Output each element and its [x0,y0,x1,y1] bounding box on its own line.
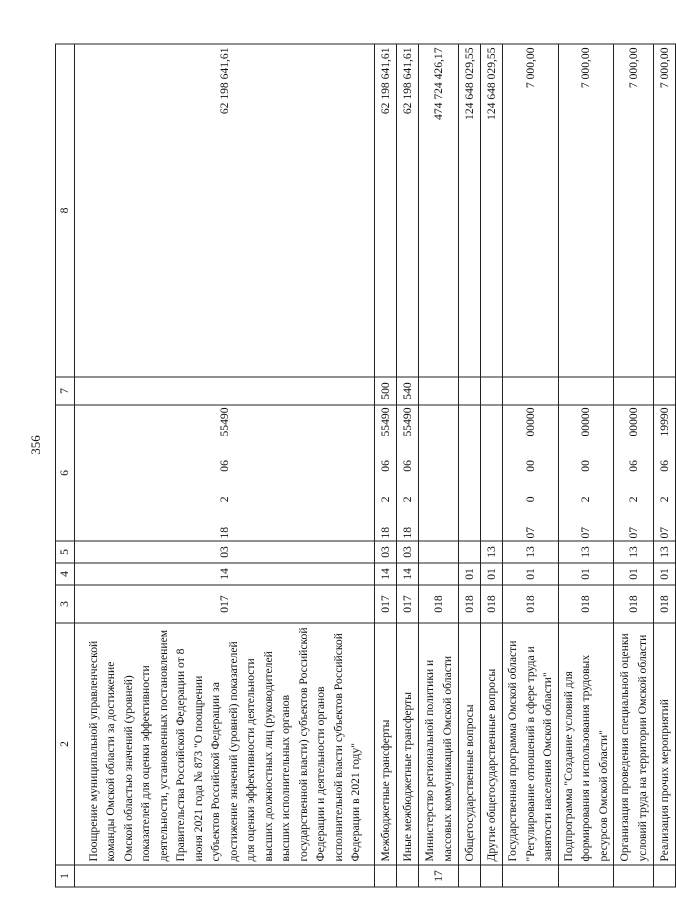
item-name-cell: Поощрение муниципальной управленческой команды Омской области за достижение Омской областью значений (уровней) показателей для оценки эффективности деятельности, установленных постановлением Правительства Российской Федерации от 8 июня 2021 года № 873 "О поощрении субъектов Российской Федерации за достижение значений (уровней) показателей для оценки эффективности деятельности высших должностных лиц (руководителей высших исполнительных органов государственной власти) субъектов Российской Федерации и деятельности органов исполнительной власти субъектов Российской Федерации в 2021 году" [75,623,375,865]
amount-cell: 62 198 641,61 [397,44,419,377]
subsection-cell: 13 [503,541,559,563]
target-article-parts [399,408,417,539]
header-cell: 7 [56,377,75,405]
table-row [75,44,375,887]
expense-type-cell [459,377,481,405]
subsection-cell: 13 [558,541,614,563]
target-article-cell [614,405,654,541]
section-cell: 14 [375,563,397,585]
subsection-cell [459,541,481,563]
expense-type-cell [558,377,614,405]
item-name-cell: Общегосударственные вопросы [459,623,481,865]
header-cell: 8 [56,44,75,377]
section-cell [419,563,459,585]
row-number-cell [503,865,559,887]
expense-type-cell [503,377,559,405]
target-article-parts [577,408,595,539]
admin-code-cell: 018 [614,585,654,623]
table-row [459,44,481,887]
target-article-parts [216,408,234,539]
table-row [654,44,676,887]
subsection-cell [419,541,459,563]
amount-cell: 124 648 029,55 [459,44,481,377]
target-article-part: 00000 [626,407,640,437]
target-article-parts [625,408,643,539]
target-article-part: 06 [657,460,671,472]
section-cell: 01 [614,563,654,585]
row-number-cell [459,865,481,887]
expense-type-cell: 540 [397,377,419,405]
section-cell: 01 [481,563,503,585]
section-cell: 01 [558,563,614,585]
page-number: 356 [28,435,43,455]
target-article-cell [558,405,614,541]
item-name-cell: Другие общегосударственные вопросы [481,623,503,865]
admin-code-cell: 017 [397,585,419,623]
target-article-part: 00 [579,460,592,472]
table-row [558,44,614,887]
admin-code-cell: 018 [459,585,481,623]
target-article-parts [656,408,674,539]
admin-code-cell: 018 [654,585,676,623]
header-row [56,44,75,887]
target-article-cell [75,405,375,541]
target-article-cell [375,405,397,541]
target-article-part: 0 [523,496,537,503]
subsection-cell: 03 [397,541,419,563]
subsection-cell: 03 [75,541,375,563]
subsection-cell: 13 [481,541,503,563]
target-article-part: 06 [400,460,414,472]
target-article-cell [503,405,559,541]
table-row [503,44,559,887]
target-article-part: 07 [626,526,640,539]
section-cell: 01 [503,563,559,585]
table-row [419,44,459,887]
expense-type-cell [614,377,654,405]
row-number-cell [375,865,397,887]
item-name-cell: Реализация прочих мероприятий [654,623,676,865]
target-article-part: 2 [378,496,392,503]
target-article-part: 07 [579,526,592,539]
subsection-cell: 13 [614,541,654,563]
target-article-cell [419,405,459,541]
row-number-cell [614,865,654,887]
target-article-cell [397,405,419,541]
budget-table [55,44,676,888]
header-cell: 5 [56,541,75,563]
amount-cell: 124 648 029,55 [481,44,503,377]
target-article-cell [481,405,503,541]
target-article-part: 00 [523,460,537,472]
admin-code-cell: 017 [375,585,397,623]
target-article-parts [522,408,540,539]
amount-cell: 7 000,00 [503,44,559,377]
header-cell: 1 [56,865,75,887]
target-article-part: 07 [657,526,671,539]
target-article-part: 2 [657,496,671,503]
admin-code-cell: 018 [419,585,459,623]
target-article-part: 2 [217,496,231,503]
target-article-part: 55490 [217,407,231,437]
expense-type-cell: 500 [375,377,397,405]
section-cell: 01 [459,563,481,585]
row-number-cell [397,865,419,887]
amount-cell: 62 198 641,61 [375,44,397,377]
row-number-cell [75,865,375,887]
target-article-part: 06 [378,460,392,472]
target-article-parts [377,408,395,539]
item-name-cell: Межбюджетные трансферты [375,623,397,865]
section-cell: 14 [397,563,419,585]
table-row [481,44,503,887]
target-article-part: 06 [626,460,640,472]
amount-cell: 7 000,00 [614,44,654,377]
target-article-part: 07 [523,526,537,539]
header-cell: 2 [56,623,75,865]
row-number-cell [481,865,503,887]
table-row [397,44,419,887]
item-name-cell: Иные межбюджетные трансферты [397,623,419,865]
target-article-part: 18 [400,526,414,539]
subsection-cell: 13 [654,541,676,563]
amount-cell: 7 000,00 [654,44,676,377]
amount-cell: 7 000,00 [558,44,614,377]
target-article-part: 00000 [523,407,537,437]
table-row [375,44,397,887]
amount-cell: 474 724 426,17 [419,44,459,377]
target-article-part: 00000 [579,407,592,437]
expense-type-cell [75,377,375,405]
target-article-part: 2 [400,496,414,503]
target-article-cell [654,405,676,541]
expense-type-cell [654,377,676,405]
amount-cell: 62 198 641,61 [75,44,375,377]
row-number-cell: 17 [419,865,459,887]
target-article-part: 55490 [378,407,392,437]
row-number-cell [654,865,676,887]
item-name-cell: Подпрограмма "Создание условий для формирования и использования трудовых ресурсов Омской области" [558,623,614,865]
expense-type-cell [481,377,503,405]
section-cell: 01 [654,563,676,585]
target-article-part: 55490 [400,407,414,437]
header-cell: 4 [56,563,75,585]
subsection-cell: 03 [375,541,397,563]
table-row [614,44,654,887]
rotated-page [55,45,671,888]
target-article-part: 18 [378,526,392,539]
admin-code-cell: 018 [503,585,559,623]
header-cell: 3 [56,585,75,623]
section-cell: 14 [75,563,375,585]
item-name-cell: Государственная программа Омской области "Регулирование отношений в сфере труда и занятости населения Омской области" [503,623,559,865]
target-article-part: 2 [579,496,592,503]
target-article-part: 19990 [657,407,671,437]
target-article-cell [459,405,481,541]
admin-code-cell: 017 [75,585,375,623]
item-name-cell: Министерство региональной политики и массовых коммуникаций Омской области [419,623,459,865]
admin-code-cell: 018 [558,585,614,623]
item-name-cell: Организация проведения специальной оценки условий труда на территории Омской области [614,623,654,865]
expense-type-cell [419,377,459,405]
target-article-part: 06 [217,460,231,472]
row-number-cell [558,865,614,887]
header-cell: 6 [56,405,75,541]
admin-code-cell: 018 [481,585,503,623]
target-article-part: 2 [626,496,640,503]
target-article-part: 18 [217,526,231,539]
